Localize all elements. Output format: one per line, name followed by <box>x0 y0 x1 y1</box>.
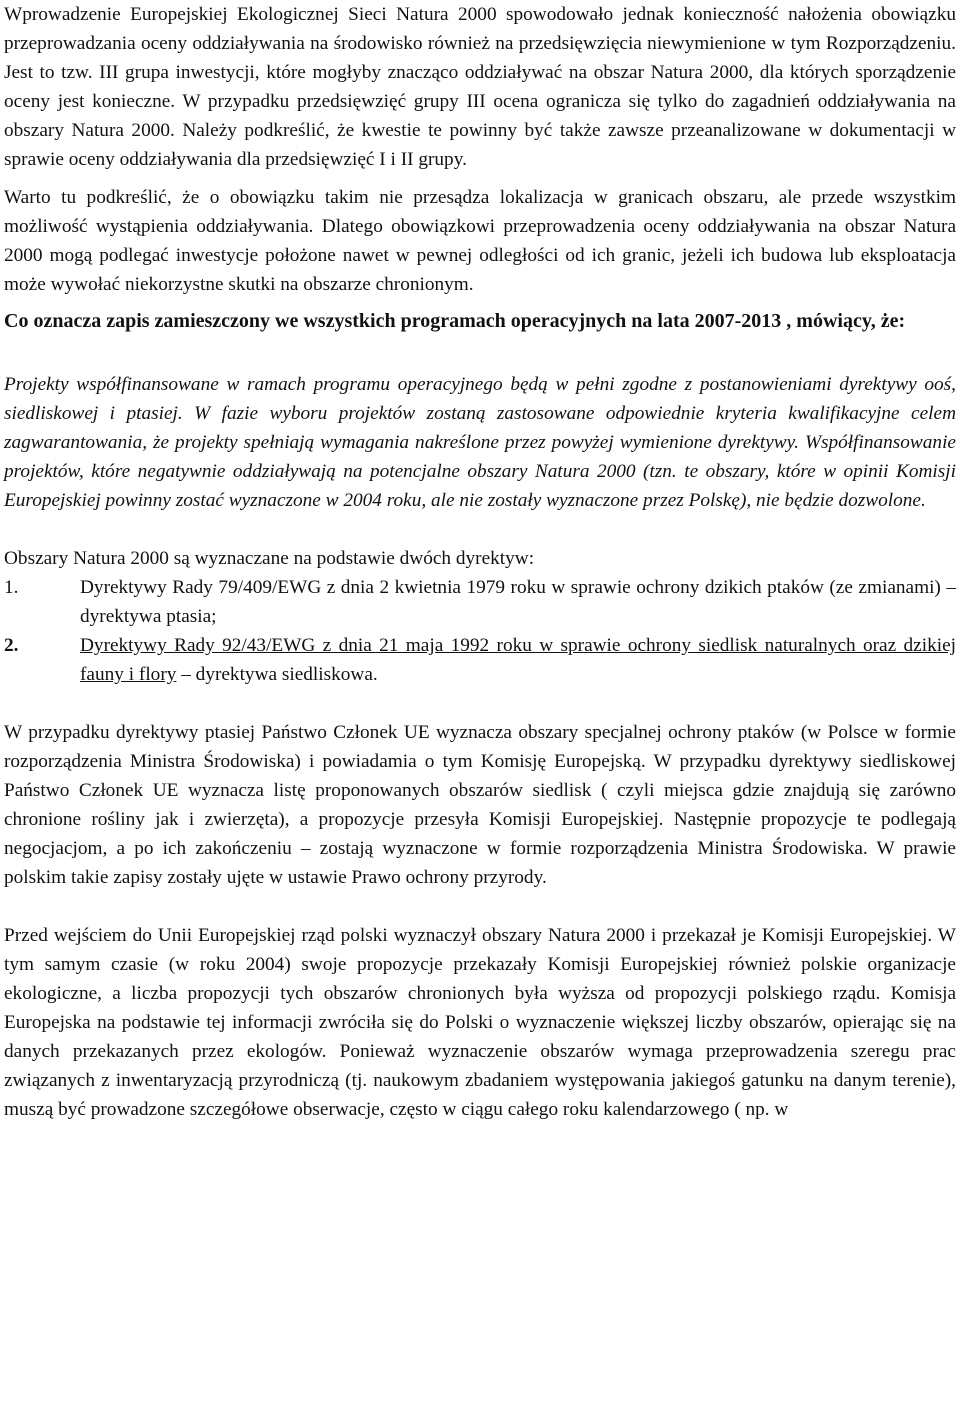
quoted-program-clause: Projekty współfinansowane w ramach programu operacyjnego będą w pełni zgodne z postanowieniami dyrektywy ooś, siedliskowej i ptasiej. W fazie wyboru projektów zostaną zastosowane odpowiednie kryteria kwalifikacyjne celem zagwarantowania, że projekty spełniają wymagania nakreślone przez powyżej wymienione dyrektywy. Współfinansowanie projektów, które negatywnie oddziaływają na potencjalne obszary Natura 2000 (tzn. te obszary, które w opinii Komisji Europejskiej powinny zostać wyznaczone w 2004 roku, ale nie zostały wyznaczone przez Polskę), nie będzie dozwolone. <box>4 374 956 511</box>
paragraph-accession-proposals: Przed wejściem do Unii Europejskiej rząd polski wyznaczył obszary Natura 2000 i przekazał je Komisji Europejskiej. W tym samym czasie (w roku 2004) swoje propozycje przekazały Komisji Europejskiej również polskie organizacje ekologiczne, a liczba propozycji tych obszarów chronionych była wyższa od propozycji polskiego rządu. Komisja Europejska na podstawie tej informacji zwróciła się do Polski o wyznaczenie większej liczby obszarów, opierając się na danych przekazanych przez ekologów. Ponieważ wyznaczenie obszarów wymaga przeprowadzenia szeregu prac związanych z inwentaryzacją przyrodniczą (tj. naukowym zbadaniem występowania jakiegoś gatunku na danym terenie), muszą być prowadzone szczegółowe obserwacje, często w ciągu całego roku kalendarzowego ( np. w <box>4 925 956 1120</box>
list-item-text <box>80 631 956 689</box>
list-item-text: Dyrektywy Rady 79/409/EWG z dnia 2 kwietnia 1979 roku w sprawie ochrony dzikich ptaków (ze zmianami) – dyrektywa ptasia; <box>80 577 956 627</box>
list-item <box>4 573 956 631</box>
section-heading: Co oznacza zapis zamieszczony we wszystkich programach operacyjnych na lata 2007-2013 , mówiący, że: <box>4 310 906 332</box>
list-item <box>4 631 956 689</box>
list-item-number: 2. <box>4 635 19 656</box>
list-intro: Obszary Natura 2000 są wyznaczane na podstawie dwóch dyrektyw: <box>4 548 535 569</box>
list-item-underlined-text: Dyrektywy Rady 92/43/EWG z dnia 21 maja 1992 roku w sprawie ochrony siedlisk naturalnych oraz dzikiej fauny i flory <box>80 635 956 685</box>
paragraph-location-obligation: Warto tu podkreślić, że o obowiązku takim nie przesądza lokalizacja w granicach obszaru, ale przede wszystkim możliwość wystąpienia oddziaływania. Dlatego obowiązkowi przeprowadzenia oceny oddziaływania na obszar Natura 2000 mogą podlegać inwestycje położone nawet w pewnej odległości od ich granic, jeżeli ich budowa lub eksploatacja może wywołać niekorzystne skutki na obszarze chronionym. <box>4 187 956 295</box>
paragraph-bird-habitat-directives: W przypadku dyrektywy ptasiej Państwo Członek UE wyznacza obszary specjalnej ochrony ptaków (w Polsce w formie rozporządzenia Ministra Środowiska) i powiadamia o tym Komisję Europejską. W przypadku dyrektywy siedliskowej Państwo Członek UE wyznacza listę proponowanych obszarów siedlisk ( czyli miejsca gdzie znajdują się zarówno chronione rośliny jak i zwierzęta), a propozycje przesyła Komisji Europejskiej. Następnie propozycje te podlegają negocjacjom, a po ich zakończeniu – zostają wyznaczone w formie rozporządzenia Ministra Środowiska. W prawie polskim takie zapisy zostały ujęte w ustawie Prawo ochrony przyrody. <box>4 722 956 888</box>
list-item-rest-text: – dyrektywa siedliskowa. <box>176 664 378 685</box>
directives-list <box>4 573 956 689</box>
paragraph-natura-third-group: Wprowadzenie Europejskiej Ekologicznej Sieci Natura 2000 spowodowało jednak konieczność nałożenia obowiązku przeprowadzania oceny oddziaływania na środowisko również na przedsięwzięcia niewymienione w tym Rozporządzeniu. Jest to tzw. III grupa inwestycji, które mogłyby znacząco oddziaływać na obszar Natura 2000, dla których sporządzenie oceny jest konieczne. W przypadku przedsięwzięć grupy III ocena ogranicza się tylko do zagadnień oddziaływania na obszary Natura 2000. Należy podkreślić, że kwestie te powinny być także zawsze przeanalizowane w dokumentacji w sprawie oceny oddziaływania dla przedsięwzięć I i II grupy. <box>4 4 956 170</box>
list-item-number: 1. <box>4 577 19 598</box>
